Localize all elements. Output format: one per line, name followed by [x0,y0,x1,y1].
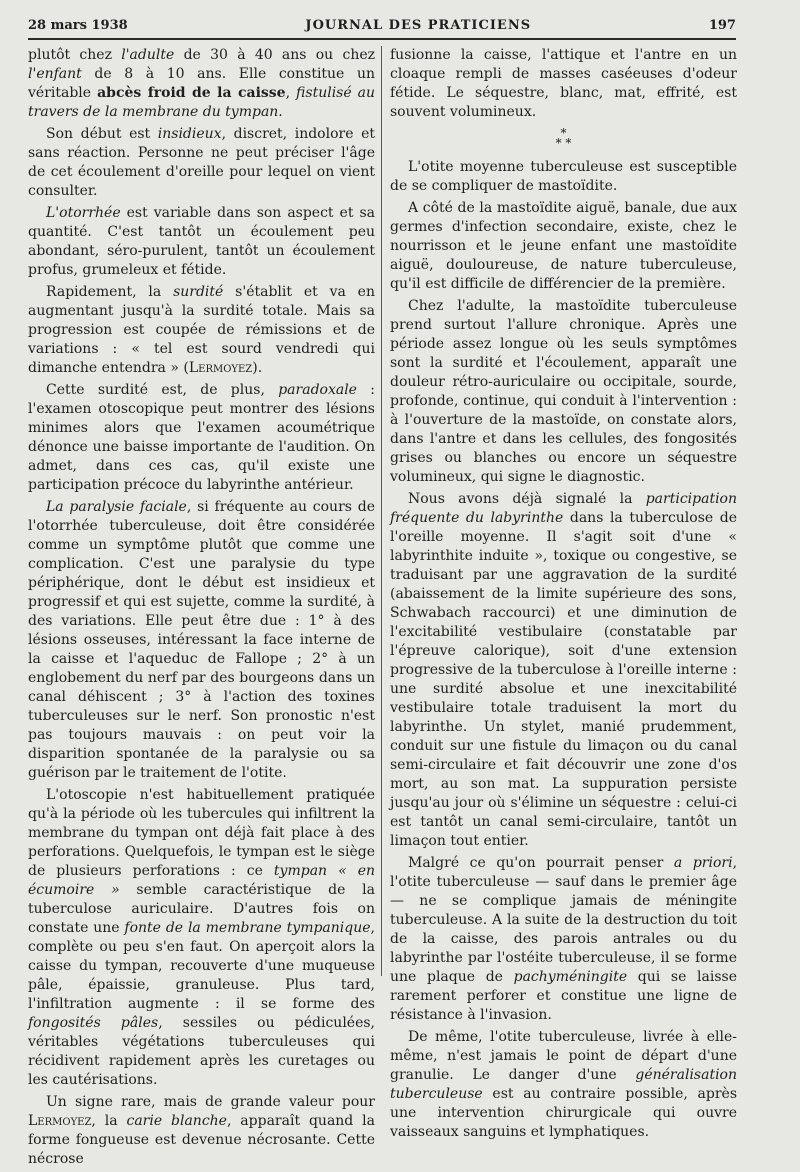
paragraph [28,204,375,280]
paragraph [390,199,737,294]
italic-text: insidieux [157,126,222,142]
paragraph [390,1028,737,1142]
text-run: fusionne la caisse, l'attique et l'antre en un cloaque rempli de masses caséeuses d'odeur fétide. Le séquestre, blanc, mat, effrité, est souvent volumineux. [390,47,737,120]
text-run: qui se laisse rarement perforer et constitue une ligne de résistance à l'invasion. [390,969,738,1023]
paragraph [390,46,737,122]
paragraph [28,125,375,201]
italic-text: généralisation tuberculeuse [390,1067,737,1102]
text-run: , sessiles ou pédiculées, véritables végétations tuberculeuses qui récidivent rapidement après les curetages ou les cautérisations. [28,1015,375,1088]
header-rule [28,38,736,40]
text-run: , apparaît quand la forme fongueuse est devenue nécrosante. Cette nécrose [28,1113,375,1167]
asterism-ornament: * * * [555,126,572,150]
italic-text: La paralysie faciale [46,499,187,515]
text-run: s'établit et va en augmentant jusqu'à la surdité totale. Mais sa progression est coupée de rémissions et de variations : « tel est sourd vendredi qui dimanche entendra » ( [28,284,375,376]
text-run: plutôt chez [28,47,122,63]
text-run: Nous avons déjà signalé la [408,491,646,507]
header-date: 28 mars 1938 [28,18,128,33]
text-run: est au contraire possible, après une intervention chirurgicale qui ouvre vaisseaux sanguins et lymphatiques. [390,1086,737,1140]
text-run: de 30 à 40 ans ou chez [174,47,376,63]
text-run: De même, l'otite tuberculeuse, livrée à elle-même, n'est jamais le point de départ d'une granulie. Le danger d'une [390,1029,737,1083]
author-name: Lermoyez [188,360,253,376]
paragraph [390,490,737,851]
paragraph [28,381,375,495]
italic-text: tympan « en écumoire » [28,863,376,898]
text-run: ). [252,360,263,376]
text-run: A côté de la mastoïdite aiguë, banale, due aux germes d'infection secondaire, existe, chez le nourrisson et le jeune enfant une mastoïdite aiguë, douloureuse, de nature tuberculeuse, qu'il est difficile de différencier de la première. [390,200,737,292]
paragraph [28,46,375,122]
text-run: , complète ou peu s'en faut. On aperçoit alors la caisse du tympan, recouverte d'une muqueuse pâle, épaissie, granuleuse. Plus tard, l'infiltration augmente : il se forme des [28,920,375,1012]
text-run: , [285,85,297,101]
paragraph [390,158,737,196]
paragraph [28,786,375,1090]
text-run: Un signe rare, mais de grande valeur pour [46,1094,375,1110]
italic-text: fistulisé au travers de la membrane du tympan. [28,85,376,120]
page-header [28,18,736,36]
text-run: Rapidement, la [46,284,174,300]
right-column [390,46,737,1145]
italic-text: a priori [673,855,733,871]
italic-text: participation fréquente du labyrinthe [390,491,737,526]
paragraph [28,1093,375,1169]
italic-text: carie blanche [126,1113,227,1129]
text-run: est variable dans son aspect et sa quantité. C'est tantôt un écoulement peu abondant, séro-purulent, tantôt un écoulement profus, grumeleux et fétide. [28,205,375,278]
italic-text: fonte de la membrane tympanique [124,920,371,936]
text-run: , discret, indolore et sans réaction. Personne ne peut préciser l'âge de cet écoulement d'oreille pour lequel on vient consulter. [28,126,375,199]
text-run: , l'otite tuberculeuse — sauf dans le premier âge — ne se complique jamais de méningite tuberculeuse. A la suite de la destruction du toit de la caisse, des parois antrales ou du labyrinthe par l'ostéite tuberculeuse, il se forme une plaque de [390,855,738,985]
paragraph [390,297,737,487]
journal-title: JOURNAL DES PRATICIENS [305,18,532,33]
text-run: Son début est [46,126,158,142]
italic-text: surdité [173,284,224,300]
text-run: de 8 à 10 ans. Elle constitue un véritable [28,66,375,101]
italic-text: l'adulte [121,47,175,63]
text-run: : l'examen otoscopique peut montrer des lésions minimes alors que l'examen acoumétrique dénonce une baisse importante de l'audition. On admet, dans ces cas, qu'il existe une participation précoce du labyrinthe antérieur. [28,382,375,493]
column-divider [381,46,382,976]
italic-text: pachyméningite [513,969,628,985]
text-run: semble caractéristique de la tuberculose auriculaire. D'autres fois on constate une [28,882,375,936]
bold-text: abcès froid de la caisse [97,85,286,101]
italic-text: l'enfant [28,66,82,82]
text-run: L'otite moyenne tuberculeuse est susceptible de se compliquer de mastoïdite. [390,159,737,194]
paragraph [390,854,737,1025]
text-run: Chez l'adulte, la mastoïdite tuberculeuse prend surtout l'allure chronique. Après une période assez longue où les seuls symptômes sont la surdité et l'écoulement, apparaît une douleur rétro-auriculaire ou occipitale, sourde, profonde, continue, qui conduit à l'intervention : à l'ouverture de la mastoïde, on constate alors, dans l'antre et dans les cellules, des fongosités grises ou blanches ou encore un séquestre volumineux, qui signe le diagnostic. [390,298,737,485]
text-run: Cette surdité est, de plus, [46,382,279,398]
text-run: L'otoscopie n'est habituellement pratiquée qu'à la période où les tubercules qui infiltrent la membrane du tympan ont déjà fait place à des perforations. Quelquefois, le tympan est le siège de plusieurs perforations : ce [28,787,375,879]
text-run: , si fréquente au cours de l'otorrhée tuberculeuse, doit être considérée comme un symptôme plutôt que comme une complication. C'est une paralysie du type périphérique, dont le début est insidieux et progressif et qui est sujette, comme la surdité, à des variations. Elle peut être due : 1° à des lésions osseuses, intéressant la face interne de la caisse et l'aqueduc de Fallope ; 2° à un englobement du nerf par des bourgeons dans un canal déhiscent ; 3° à l'action des toxines tuberculeuses sur le nerf. Son pronostic n'est pas toujours mauvais : on peut voir la disparition spontanée de la paralysie ou sa guérison par le traitement de l'otite. [28,499,375,781]
paragraph [28,283,375,378]
left-column [28,46,375,1172]
paragraph [28,498,375,783]
italic-text: fongosités pâles [28,1015,159,1031]
italic-text: paradoxale [278,382,357,398]
text-run: , la [91,1113,127,1129]
italic-text: L'otorrhée [46,205,121,221]
page-number: 197 [708,18,736,33]
author-name: Lermoyez [28,1113,92,1129]
text-run: Malgré ce qu'on pourrait penser [408,855,674,871]
text-run: dans la tuberculose de l'oreille moyenne. Il s'agit soit d'une « labyrinthite induite », toxique ou congestive, se traduisant par une aggravation de la surdité (abaissement de la limite supérieure des sons, Schwabach raccourci) et une diminution de l'excitabilité vestibulaire (constatable par l'épreuve calorique), soit d'une extension progressive de la tuberculose à l'oreille interne : une surdité absolue et une inexcitabilité vestibulaire totale traduisent la mort du labyrinthe. Un stylet, manié prudemment, conduit sur une fistule du limaçon ou du canal semi-circulaire et fait découvrir une zone d'os mort, au son mat. La suppuration persiste jusqu'au jour où s'élimine un séquestre : celui-ci est tantôt un canal semi-circulaire, tantôt un limaçon tout entier. [390,510,737,849]
